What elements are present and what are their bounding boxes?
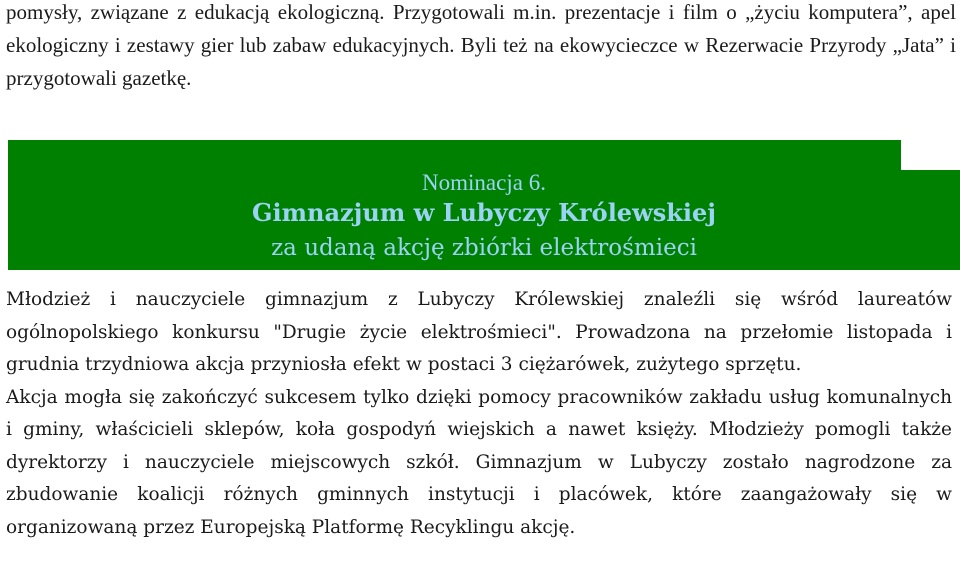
body-paragraph-2: Akcja mogła się zakończyć sukcesem tylko dzięki pomocy pracowników zakładu usług komunalnych i gminy, właścicieli sklepów, koła gospodyń wiejskich a nawet księży. Młodzieży pomogli także dyrektorzy i nauczyciele miejscowych szkół. Gimnazjum w Lubyczy zostało nagrodzone za zbudowanie koalicji różnych gminnych instytucji i placówek, które zaangażowały się w organizowaną przez Europejską Platformę Recyklingu akcję. (6, 386, 952, 538)
intro-text: pomysły, związane z edukacją ekologiczną. Przygotowali m.in. prezentacje i film o „życiu komputera”, apel ekologiczny i zestawy gier lub zabaw edukacyjnych. Byli też na ekowycieczce w Rezerwacie Przyrody „Jata” i przygotowali gazetkę. (6, 0, 956, 90)
intro-paragraph (6, 0, 956, 95)
nomination-banner (8, 140, 960, 270)
school-name: Gimnazjum w Lubyczy Królewskiej (252, 198, 716, 227)
nomination-number: Nominacja 6. (422, 170, 546, 195)
article-body (6, 284, 952, 544)
body-paragraph-1: Młodzież i nauczyciele gimnazjum z Lubyczy Królewskiej znaleźli się wśród laureatów ogólnopolskiego konkursu "Drugie życie elektrośmieci". Prowadzona na przełomie listopada i grudnia trzydniowa akcja przyniosła efekt w postaci 3 ciężarówek, zużytego sprzętu. (6, 289, 952, 375)
award-reason: za udaną akcję zbiórki elektrośmieci (271, 235, 697, 261)
